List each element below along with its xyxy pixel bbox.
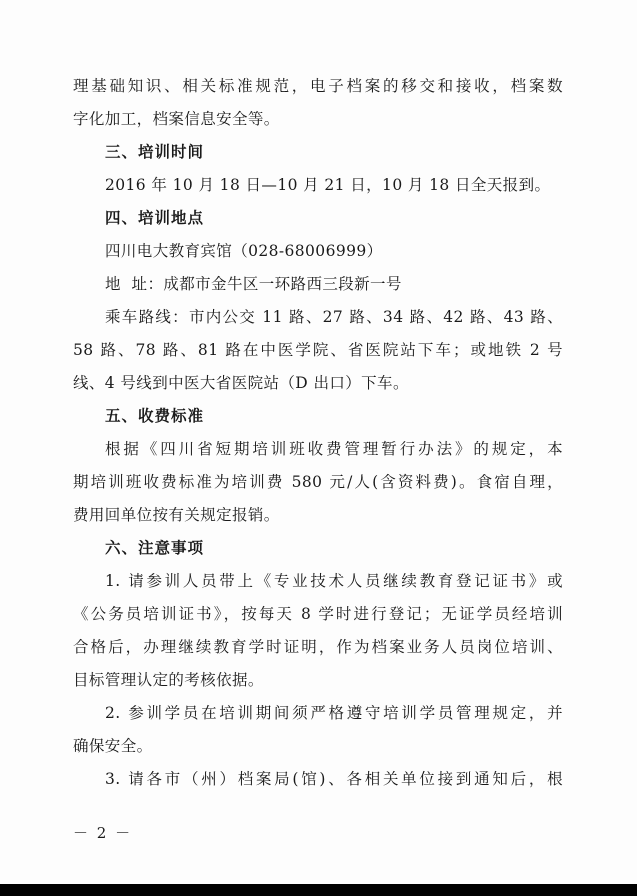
paragraph-line: 四川电大教育宾馆（028-68006999） (105, 242, 383, 260)
paragraph-line: 2. 参训学员在培训期间须严格遵守培训学员管理规定，并 (105, 704, 563, 722)
paragraph-line: 费用回单位按有关规定报销。 (73, 506, 280, 524)
paragraph-line: 确保安全。 (73, 737, 153, 755)
paragraph-line: 《公务员培训证书》，按每天 8 学时进行登记；无证学员经培训 (73, 605, 563, 623)
paragraph-line: 字化加工，档案信息安全等。 (73, 110, 280, 128)
document-body (73, 70, 563, 796)
section-heading-training-location: 四、培训地点 (105, 209, 205, 227)
paragraph-line: 线、4 号线到中医大省医院站（D 出口）下车。 (73, 374, 409, 392)
page-number: － 2 － (73, 824, 133, 842)
paragraph-line: 乘车路线：市内公交 11 路、27 路、34 路、42 路、43 路、 (105, 308, 563, 326)
paragraph-line: 58 路、78 路、81 路在中医学院、省医院站下车；或地铁 2 号 (73, 341, 563, 359)
section-heading-fee-standard: 五、收费标准 (105, 407, 205, 425)
paragraph-line: 1. 请参训人员带上《专业技术人员继续教育登记证书》或 (105, 572, 563, 590)
section-heading-notes: 六、注意事项 (105, 539, 205, 557)
paragraph-line: 根据《四川省短期培训班收费管理暂行办法》的规定，本 (105, 440, 563, 458)
paragraph-line: 理基础知识、相关标准规范，电子档案的移交和接收，档案数 (73, 77, 563, 95)
paragraph-line: 地 址：成都市金牛区一环路西三段新一号 (105, 275, 402, 293)
paragraph-line: 目标管理认定的考核依据。 (73, 671, 264, 689)
scan-border (0, 884, 637, 896)
paragraph-line: 3. 请各市（州）档案局(馆)、各相关单位接到通知后，根 (105, 770, 563, 788)
section-heading-training-time: 三、培训时间 (105, 143, 205, 161)
paragraph-line: 2016 年 10 月 18 日—10 月 21 日，10 月 18 日全天报到。 (105, 176, 551, 194)
paragraph-line: 合格后，办理继续教育学时证明，作为档案业务人员岗位培训、 (73, 638, 563, 656)
paragraph-line: 期培训班收费标准为培训费 580 元/人(含资料费)。食宿自理， (73, 473, 563, 491)
